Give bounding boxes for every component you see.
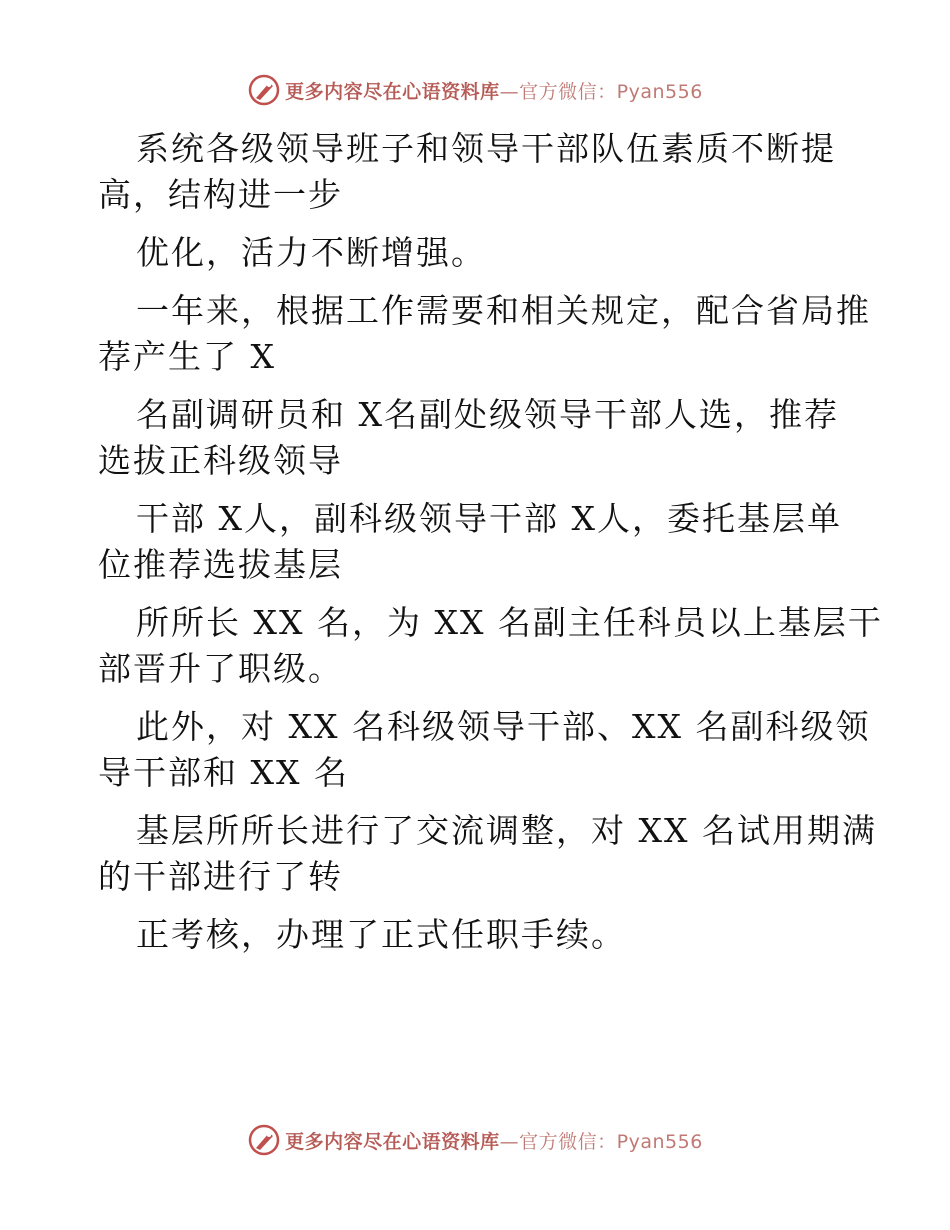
header-watermark [0,72,950,108]
paragraph-line: 正考核，办理了正式任职手续。 [136,915,626,954]
watermark-text [285,1127,703,1154]
paragraph [98,490,858,594]
paragraph-line: 干部 X人，副科级领导干部 X人，委托基层单 [136,499,842,538]
paragraph-line: 基层所所长进行了交流调整，对 XX 名试用期满 [136,811,877,850]
paragraph-line: 导干部和 XX 名 [98,753,349,792]
paragraph-line: 所所长 XX 名，为 XX 名副主任科员以上基层干 [136,603,883,642]
document-body [98,120,883,964]
watermark-dash: — [499,1130,520,1153]
watermark-lead: 更多内容尽在心语资料库 [285,80,500,103]
footer-watermark [0,1122,950,1158]
watermark-lead: 更多内容尽在心语资料库 [285,1130,500,1153]
watermark-rest: 官方微信：Pyan556 [519,1130,703,1153]
paragraph-line: 系统各级领导班子和领导干部队伍素质不断提 [136,129,836,168]
paragraph-line: 位推荐选拔基层 [98,545,343,584]
paragraph-line: 高，结构进一步 [98,175,343,214]
paragraph-line: 此外，对 XX 名科级领导干部、XX 名副科级领 [136,707,871,746]
watermark-dash: — [499,80,520,103]
paragraph-line: 名副调研员和 X名副处级领导干部人选，推荐 [136,395,839,434]
paragraph-line: 荐产生了 X [98,337,276,376]
pen-nib-seal-icon [247,73,281,107]
paragraph-line: 一年来，根据工作需要和相关规定，配合省局推 [136,291,871,330]
paragraph [98,802,877,906]
pen-nib-seal-icon [247,1123,281,1157]
paragraph-line: 部晋升了职级。 [98,649,343,688]
paragraph [98,386,858,490]
paragraph [98,594,883,698]
paragraph [98,282,871,386]
paragraph-line: 选拔正科级领导 [98,441,343,480]
paragraph [98,698,871,802]
paragraph-line: 优化，活力不断增强。 [136,233,486,272]
watermark-rest: 官方微信：Pyan556 [519,80,703,103]
paragraph-line: 的干部进行了转 [98,857,343,896]
paragraph [98,224,858,282]
paragraph [98,120,858,224]
watermark-text [285,77,703,104]
paragraph [98,906,858,964]
